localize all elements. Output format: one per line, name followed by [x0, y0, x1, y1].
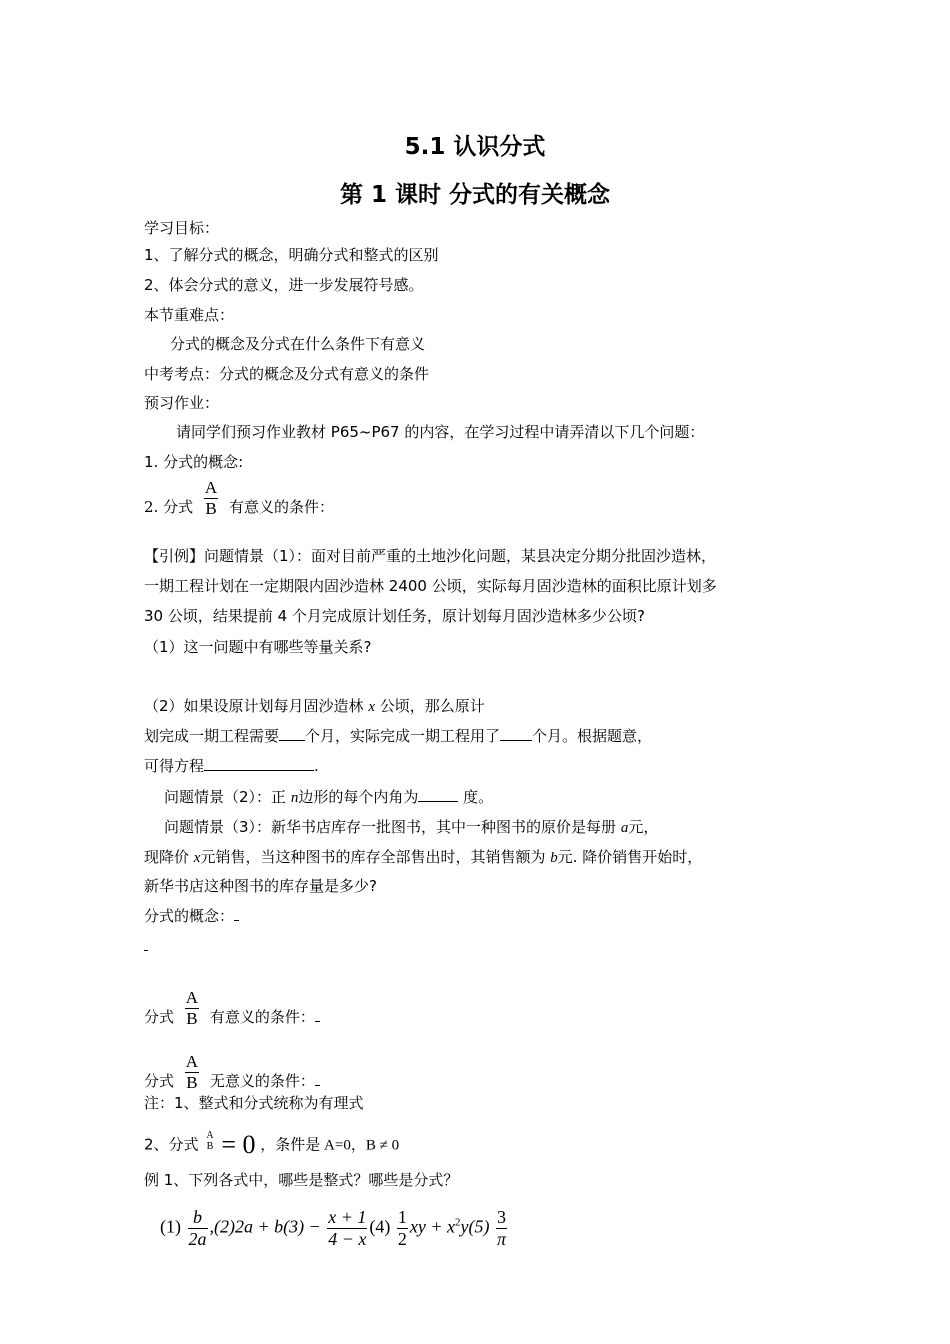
- expr-fraction-1-den: 2a: [188, 1229, 207, 1249]
- scene-2-b: 边形的每个内角为: [298, 788, 419, 806]
- expr-fraction-1: [188, 1208, 208, 1249]
- fraction-denominator-3: B: [186, 1073, 198, 1092]
- meaningful-prefix: 分式: [144, 1008, 175, 1026]
- scene-3-line-2: [144, 847, 702, 868]
- equation-period: .: [314, 757, 319, 775]
- blank-meaningful[interactable]: [315, 1007, 320, 1022]
- concept-label: 分式的概念：: [144, 907, 235, 925]
- key-points-label: 本节重难点：: [144, 306, 235, 324]
- sub-question-2-b: 公顷，那么原计: [379, 697, 485, 715]
- variable-x-2: x: [193, 850, 201, 866]
- expr-part-4c: y(5): [460, 1216, 490, 1237]
- objectives-label: 学习目标：: [144, 219, 220, 237]
- concept-line: [144, 906, 239, 926]
- small-fraction-numerator: A: [206, 1130, 214, 1141]
- blank-concept-2[interactable]: [144, 936, 148, 951]
- meaningless-prefix: 分式: [144, 1072, 175, 1090]
- blank-concept[interactable]: [234, 906, 239, 921]
- expr-part-2: ,(2)2a + b(3) −: [209, 1216, 321, 1237]
- expr-fraction-2-den: 4 − x: [328, 1229, 367, 1249]
- expr-fraction-3-den: 2: [397, 1229, 407, 1249]
- scene-3-line-2-a: 现降价: [144, 848, 190, 866]
- expr-fraction-3: [397, 1208, 408, 1249]
- meaningless-suffix: 无意义的条件：: [209, 1072, 315, 1090]
- scene-3-b: 元，: [628, 818, 659, 836]
- plan-line: [144, 726, 652, 746]
- fraction-a-over-b-3: [185, 1053, 199, 1092]
- variable-a: a: [620, 820, 629, 836]
- expr-fraction-4-den: π: [497, 1229, 507, 1249]
- expr-fraction-2-num: x + 1: [328, 1207, 367, 1227]
- intro-line-1: 【引例】问题情景（1）：面对目前严重的土地沙化问题，某县决定分期分批固沙造林，: [144, 547, 717, 565]
- question-1: 1. 分式的概念:: [144, 453, 244, 471]
- key-points-text: 分式的概念及分式在什么条件下有意义: [170, 335, 426, 353]
- expr-fraction-3-num: 1: [397, 1207, 407, 1227]
- variable-x: x: [368, 699, 375, 715]
- scene-3-line-1: [164, 817, 658, 838]
- question-2: [144, 478, 334, 527]
- blank-planned-months[interactable]: [279, 726, 305, 741]
- lesson-subtitle: 第 1 课时 分式的有关概念: [339, 182, 611, 208]
- scene-3-line-3: 新华书店这种图书的库存量是多少?: [144, 877, 377, 895]
- equation-label: 可得方程: [144, 757, 205, 775]
- document-title: 5.1 认识分式: [404, 134, 546, 160]
- small-fraction-denominator: B: [206, 1141, 214, 1152]
- blank-angle[interactable]: [418, 787, 458, 802]
- variable-b: b: [550, 850, 558, 866]
- expr-superscript: 2: [455, 1216, 461, 1229]
- objective-2: 2、体会分式的意义，进一步发展符号感。: [144, 276, 424, 294]
- plan-line-b: 个月，实际完成一期工程用了: [305, 727, 501, 745]
- small-fraction-a-over-b: [205, 1130, 214, 1152]
- fraction-a-over-b: [204, 479, 218, 518]
- objective-1: 1、了解分式的概念，明确分式和整式的区别: [144, 246, 439, 264]
- expr-fraction-4-num: 3: [497, 1207, 507, 1227]
- fraction-a-over-b-2: [185, 989, 199, 1028]
- meaningful-suffix: 有意义的条件：: [209, 1008, 315, 1026]
- note-2-b: ，条件是 A=0，B ≠ 0: [260, 1137, 400, 1154]
- blank-meaningless[interactable]: [315, 1071, 320, 1086]
- fraction-numerator-2: A: [185, 988, 199, 1007]
- note-2: [144, 1130, 400, 1159]
- question-2-prefix: 2. 分式: [144, 498, 194, 516]
- question-2-suffix: 有意义的条件：: [228, 498, 334, 516]
- exam-points: 中考考点：分式的概念及分式有意义的条件: [144, 365, 430, 383]
- plan-line-c: 个月。根据题意，: [532, 727, 653, 745]
- example-1: 例 1、下列各式中，哪些是整式？哪些是分式？: [144, 1171, 459, 1189]
- blank-actual-months[interactable]: [500, 726, 532, 741]
- scene-2-a: 问题情景（2）：正: [164, 788, 287, 806]
- fraction-denominator: B: [205, 499, 217, 518]
- note-1: 注：1、整式和分式统称为有理式: [144, 1094, 364, 1112]
- sub-question-2-a: （2）如果设原计划每月固沙造林: [144, 697, 364, 715]
- scene-2: [164, 787, 493, 808]
- variable-n: n: [290, 790, 299, 806]
- equals-zero: = 0: [221, 1130, 256, 1159]
- scene-3-a: 问题情景（3）：新华书店库存一批图书，其中一种图书的原价是每册: [164, 818, 617, 836]
- concept-continuation: [144, 936, 148, 956]
- sub-question-1: （1）这一问题中有哪些等量关系?: [144, 638, 372, 656]
- scene-2-c: 度。: [463, 788, 494, 806]
- plan-line-a: 划完成一期工程需要: [144, 727, 280, 745]
- sub-question-2: [144, 696, 485, 717]
- expr-part-4b: xy + x: [409, 1216, 456, 1237]
- equation-line: [144, 756, 319, 776]
- preview-text: 请同学们预习作业教材 P65~P67 的内容，在学习过程中请弄清以下几个问题：: [176, 423, 705, 441]
- meaningful-condition: [144, 988, 320, 1037]
- expr-fraction-1-num: b: [193, 1207, 202, 1227]
- note-2-a: 2、分式: [144, 1135, 199, 1154]
- fraction-denominator-2: B: [186, 1009, 198, 1028]
- fraction-numerator: A: [204, 478, 218, 497]
- scene-3-line-2-b: 元销售，当这种图书的库存全部售出时，其销售额为: [200, 848, 546, 866]
- expr-label-4: (4): [369, 1216, 391, 1237]
- intro-line-3: 30 公顷，结果提前 4 个月完成原计划任务，原计划每月固沙造林多少公顷?: [144, 607, 645, 625]
- expr-label-1: (1): [160, 1216, 181, 1237]
- scene-3-line-2-c: 元. 降价销售开始时，: [557, 848, 703, 866]
- blank-equation[interactable]: [204, 756, 314, 771]
- expr-fraction-2: [327, 1208, 367, 1249]
- fraction-numerator-3: A: [185, 1052, 199, 1071]
- expr-fraction-4: [496, 1208, 507, 1249]
- intro-line-2: 一期工程计划在一定期限内固沙造林 2400 公顷，实际每月固沙造林的面积比原计划多: [144, 577, 717, 595]
- preview-label: 预习作业：: [144, 394, 220, 412]
- example-expressions: [160, 1208, 509, 1249]
